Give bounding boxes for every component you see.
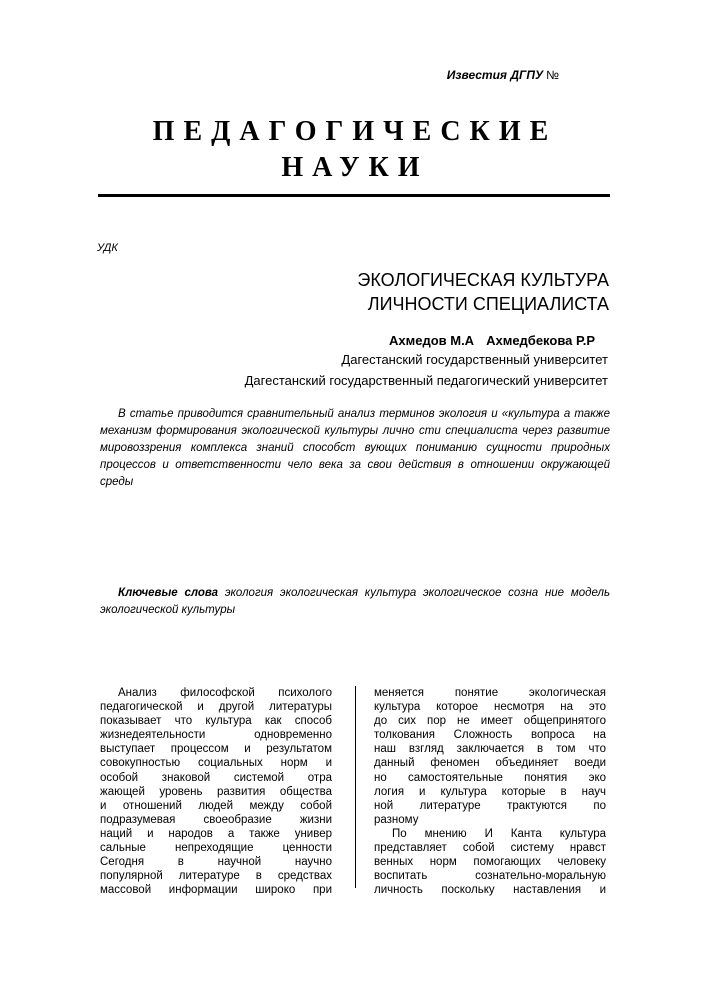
body-line: особой знаковой системой отра [100, 771, 332, 784]
body-line: подразумевая своеобразие жизни [100, 813, 332, 826]
udk-label: УДК [97, 242, 118, 254]
affiliation: Дагестанский государственный университет [341, 352, 608, 367]
body-line: разному [374, 813, 419, 826]
body-line: сальные непреходящие ценности [100, 842, 332, 855]
author-name: Ахмедов М.А [388, 333, 475, 348]
body-line: наш взгляд заключается в том что [374, 743, 606, 756]
article-title-line2: ЛИЧНОСТИ СПЕЦИАЛИСТА [367, 294, 609, 314]
body-line: выступает процессом и результатом [100, 743, 332, 756]
body-line: венных норм помогающих человеку [374, 856, 606, 869]
body-line: показывает что культура как способ [100, 715, 332, 728]
body-line: педагогической и другой литературы [100, 701, 332, 714]
section-title-line2: НАУКИ [281, 152, 429, 183]
body-line: ной литературе трактуются по [374, 799, 606, 812]
article-title-line1: ЭКОЛОГИЧЕСКАЯ КУЛЬТУРА [357, 270, 609, 290]
authors [389, 333, 595, 348]
body-line: данный феномен объединяет воеди [374, 757, 606, 770]
body-line: Анализ философской психолого [118, 687, 332, 699]
body-line: представляет собой систему нравст [374, 842, 606, 855]
body-line: логия и культура которые в науч [374, 785, 606, 798]
section-divider [98, 194, 610, 197]
body-line: популярной литературе в средствах [100, 870, 332, 883]
body-line: меняется понятие экологическая [374, 687, 606, 699]
abstract: В статье приводится сравнительный анализ терминов экология и «культура а также механизм формирования экологической культуры лично сти специалиста через развитие мировоззрения комплекса знаний способст вующих пониманию сущности природных процессов и ответственности чело века за свои действия в отношении окружающей среды [100, 408, 610, 488]
body-line: По мнению И Канта культура [392, 827, 606, 840]
body-line: до сих пор не имеет общепринятого [374, 715, 606, 728]
affiliation: Дагестанский государственный педагогический университет [244, 373, 608, 388]
author-name: Ахмедбекова Р.Р [486, 333, 595, 348]
body-line: совокупностью социальных норм и [100, 757, 332, 770]
journal-header [447, 68, 559, 82]
column-divider [355, 686, 356, 888]
body-line: но самостоятельные понятия эко [374, 771, 606, 784]
issue-number-sign: № [546, 68, 559, 82]
body-column-right [374, 686, 606, 897]
body-line: жизнедеятельности одновременно [100, 729, 332, 742]
body-line: и отношений людей между собой [100, 799, 332, 812]
journal-name: Известия ДГПУ [446, 68, 544, 82]
keywords [100, 585, 610, 619]
body-line: Сегодня в научной научно [100, 856, 332, 869]
article-title [357, 268, 609, 316]
body-line: личность поскольку наставления и [374, 884, 606, 897]
body-line: воспитать сознательно-моральную [374, 870, 606, 883]
keywords-text: экология экологическая культура экологическое созна ние модель экологической культуры [100, 587, 611, 616]
body-line: наций и народов а также универ [100, 827, 332, 840]
body-line: массовой информации широко при [100, 884, 332, 897]
section-title [100, 114, 610, 186]
keywords-label: Ключевые слова [118, 587, 219, 599]
body-line: культура которое несмотря на это [374, 701, 606, 714]
body-column-left [100, 686, 332, 897]
body-line: толкования Сложность вопроса на [374, 729, 606, 742]
section-title-line1: ПЕДАГОГИЧЕСКИЕ [152, 116, 558, 147]
body-line: жающей уровень развития общества [100, 785, 332, 798]
